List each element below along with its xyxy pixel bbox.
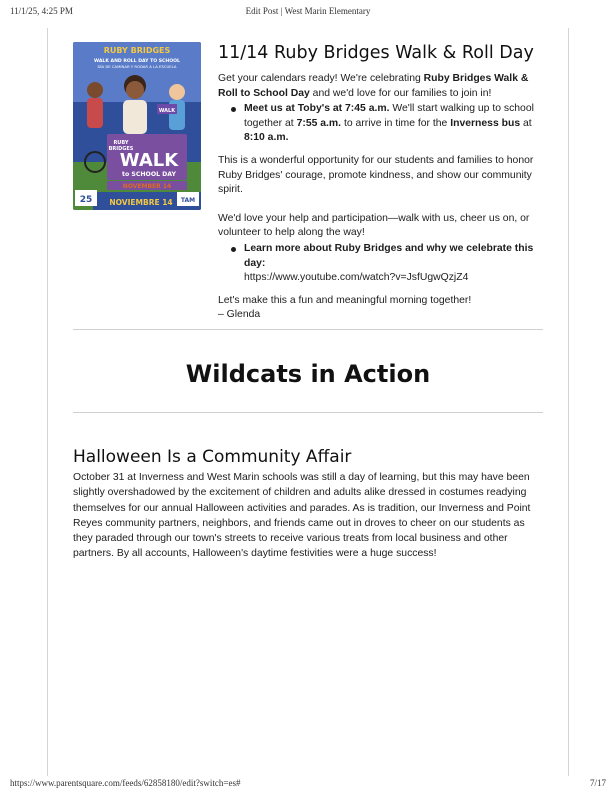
post-paragraph-opportunity: This is a wonderful opportunity for our students and families to honor Ruby Bridges' courage, promote kindness, and show our community spirit. xyxy=(218,154,534,196)
print-footer xyxy=(10,778,606,792)
content-border-left xyxy=(47,28,48,776)
meeting-text-1: We'll start walking up to school together at xyxy=(244,103,534,129)
poster-sign-name-1: RUBY xyxy=(113,140,129,146)
learn-more-item xyxy=(244,242,544,286)
inverness-bus: Inverness bus xyxy=(450,117,521,129)
section-divider-bottom xyxy=(73,412,543,413)
post-intro xyxy=(218,72,544,101)
article-body: October 31 at Inverness and West Marin schools was still a day of learning, but this may have been slightly overshadowed by the excitement of children and adults alike dressed in costumes readying themselves for our annual Halloween activities and parades. As is tradition, our Inverness and Point Reyes community partners, neighbors, and friends came out in droves to cheer on our students as they paraded through our town's streets to receive various treats from local business and other partners. By all accounts, Halloween's daytime festivities were a huge success! xyxy=(73,472,531,560)
meeting-text-3: at xyxy=(520,117,532,129)
print-datetime: 11/1/25, 4:25 PM xyxy=(10,6,73,16)
youtube-link[interactable]: https://www.youtube.com/watch?v=JsfUgwQzjZ4 xyxy=(244,272,469,284)
meeting-details-item xyxy=(244,102,544,146)
poster-sign-school: to SCHOOL DAY xyxy=(122,171,176,178)
poster-date-es: NOVIEMBRE 14 xyxy=(109,198,173,207)
poster-badge-number: 25 xyxy=(79,195,93,205)
section-divider-top xyxy=(73,329,543,330)
post-intro-event-name: Ruby Bridges Walk & Roll to School Day xyxy=(218,73,529,99)
poster-date-en: NOVEMBER 14 xyxy=(122,183,172,190)
post-intro-text-2: and we'd love for our families to join in! xyxy=(309,87,492,99)
poster-subtitle-es: DÍA DE CAMINAR Y RODAR A LA ESCUELA xyxy=(97,64,177,69)
bus-time: 8:10 a.m. xyxy=(244,132,289,144)
post-content xyxy=(218,42,544,323)
print-page-number: 7/17 xyxy=(589,778,606,788)
poster-sign-walk: WALK xyxy=(119,150,179,171)
learn-more-label: Learn more about Ruby Bridges and why we celebrate this day: xyxy=(244,242,534,269)
post-intro-text-1: Get your calendars ready! We're celebrating xyxy=(218,73,424,84)
poster-badge-org: TAM xyxy=(180,197,196,204)
meeting-location-time: Meet us at Toby's at 7:45 a.m. xyxy=(244,103,390,115)
ruby-bridges-poster-image xyxy=(73,42,201,210)
post-signature: – Glenda xyxy=(218,309,261,321)
poster-sign-name-2: BRIDGES xyxy=(108,146,134,152)
post-closing-line: Let's make this a fun and meaningful morning together! xyxy=(218,294,472,306)
print-header xyxy=(10,6,606,20)
post-links-list xyxy=(218,242,544,286)
walk-start-time: 7:55 a.m. xyxy=(296,117,342,129)
print-page-title: Edit Post | West Marin Elementary xyxy=(245,6,371,16)
poster-hat-text: WALK xyxy=(158,108,176,114)
post-paragraph-volunteer: We'd love your help and participation—walk with us, cheer us on, or volunteer to help along the way! xyxy=(218,212,530,239)
section-heading: Wildcats in Action xyxy=(185,360,431,388)
poster-heading: RUBY BRIDGES xyxy=(103,46,171,55)
print-url: https://www.parentsquare.com/feeds/62858180/edit?switch=es# xyxy=(10,778,241,788)
post-title: 11/14 Ruby Bridges Walk & Roll Day xyxy=(218,43,534,63)
meeting-text-2: to arrive in time for the xyxy=(341,117,451,129)
content-border-right xyxy=(568,28,569,776)
post-details-list xyxy=(218,102,544,146)
article-title: Halloween Is a Community Affair xyxy=(73,447,352,467)
poster-subtitle-en: WALK AND ROLL DAY TO SCHOOL xyxy=(94,59,180,64)
